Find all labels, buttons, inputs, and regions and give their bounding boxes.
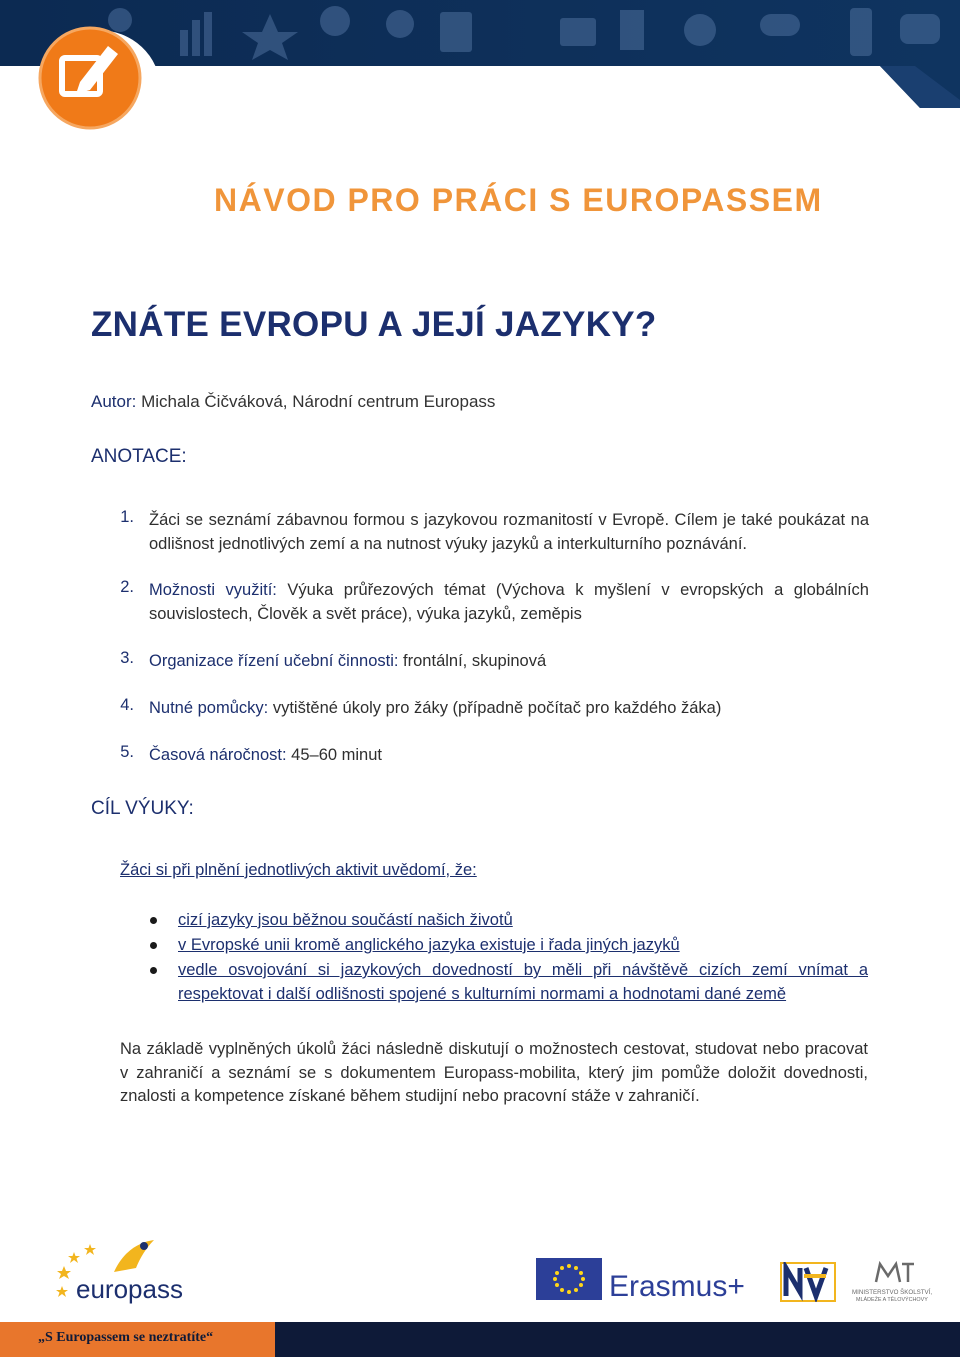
goals-intro: Žáci si při plnění jednotlivých aktivit uvědomí, že:: [120, 861, 477, 879]
item-label: Časová náročnost:: [149, 746, 287, 764]
list-number: 3.: [120, 649, 134, 667]
goal-item: cizí jazyky jsou běžnou součástí našich životů: [178, 911, 513, 929]
eu-flag-icon: [536, 1258, 602, 1300]
author-label: Autor:: [91, 392, 137, 411]
item-text: Výuka průřezových témat (Výchova k myšlení v evropských a globálních souvislostech, Člověk a svět práce), výuka jazyků, zeměpis: [149, 581, 869, 623]
annotation-item-1: [149, 508, 869, 556]
footer-slogan: „S Europassem se neztratíte“: [38, 1330, 214, 1345]
annotation-item-5: [149, 743, 869, 767]
item-text: vytištěné úkoly pro žáky (případně počítač pro každého žáka): [268, 699, 722, 717]
msmt-logo: [850, 1260, 938, 1304]
goal-item: v Evropské unii kromě anglického jazyka existuje i řada jiných jazyků: [178, 936, 680, 954]
page-title: NÁVOD PRO PRÁCI S EUROPASSEM: [214, 182, 823, 218]
annotation-item-2: [149, 578, 869, 626]
nuv-logo: [780, 1262, 836, 1302]
erasmus-logo: Erasmus+: [609, 1270, 745, 1303]
bullet-icon: [150, 967, 157, 974]
list-number: 5.: [120, 743, 134, 761]
msmt-line-2: MLÁDEŽE A TĚLOVÝCHOVY: [856, 1297, 928, 1303]
author-line: [91, 392, 495, 412]
list-number: 4.: [120, 696, 134, 714]
bullet-icon: [150, 917, 157, 924]
annotation-heading: ANOTACE:: [91, 446, 187, 467]
annotation-item-3: [149, 649, 869, 673]
msmt-line-1: MINISTERSTVO ŠKOLSTVÍ,: [852, 1289, 933, 1296]
item-text: 45–60 minut: [286, 746, 382, 764]
bullet-icon: [150, 942, 157, 949]
goals-heading: CÍL VÝUKY:: [91, 798, 194, 819]
europass-wordmark: europass: [76, 1274, 183, 1304]
item-label: Nutné pomůcky:: [149, 699, 269, 717]
item-label: Možnosti využití:: [149, 581, 277, 599]
item-label: Organizace řízení učební činnosti:: [149, 652, 399, 670]
europass-logo: [54, 1236, 204, 1310]
goal-item: vedle osvojování si jazykových dovedností by měli při návštěvě cizích zemí vnímat a respektovat i další odlišnosti spojené s kulturními normami a hodnotami dané země: [178, 961, 868, 1003]
list-number: 2.: [120, 578, 134, 596]
item-text: Žáci se seznámí zábavnou formou s jazykovou rozmanitostí v Evropě. Cílem je také poukázat na odlišnost jednotlivých zemí a na nutnost výuky jazyků a interkulturního poznávání.: [149, 511, 869, 553]
list-number: 1.: [120, 508, 134, 526]
document-heading: ZNÁTE EVROPU A JEJÍ JAZYKY?: [91, 305, 657, 344]
annotation-item-4: [149, 696, 869, 720]
item-text: frontální, skupinová: [398, 652, 547, 670]
edit-icon: [24, 12, 164, 152]
author-value: Michala Čičváková, Národní centrum Europass: [136, 392, 496, 411]
closing-paragraph: Na základě vyplněných úkolů žáci následně diskutují o možnostech cestovat, studovat nebo pracovat v zahraničí a seznámí se s dokumentem Europass-mobilita, který jim pomůže doložit dovednosti, znalosti a kompetence získané během studijní nebo pracovní stáže v zahraničí.: [120, 1040, 868, 1105]
